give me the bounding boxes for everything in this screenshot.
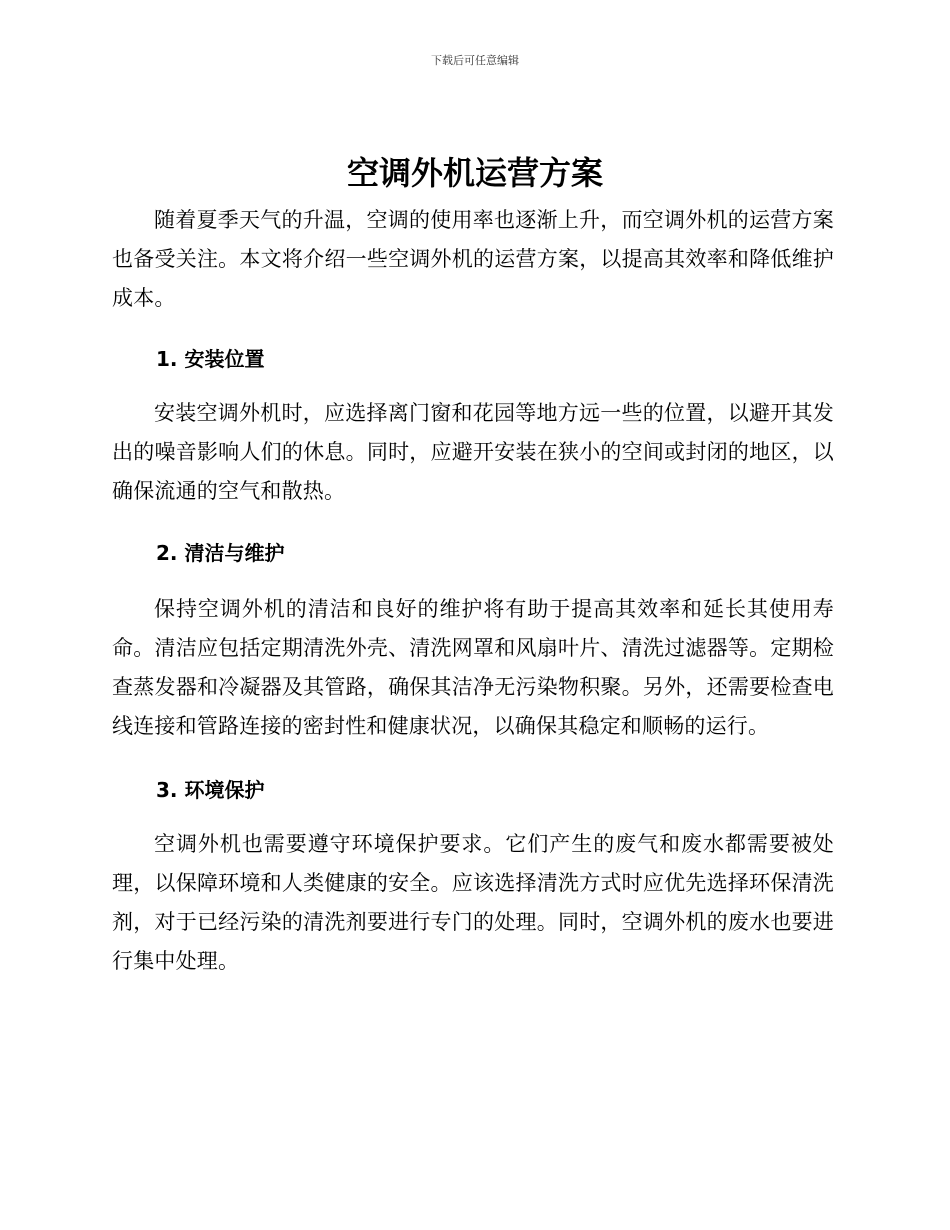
intro-paragraph: 随着夏季天气的升温，空调的使用率也逐渐上升，而空调外机的运营方案也备受关注。本文将介绍一些空调外机的运营方案，以提高其效率和降低维护成本。 [112, 208, 834, 310]
section-heading-cleaning: 2. 清洁与维护 [156, 541, 285, 565]
section-body-environment: 空调外机也需要遵守环境保护要求。它们产生的废气和废水都需要被处理，以保障环境和人类健康的安全。应该选择清洗方式时应优先选择环保清洗剂，对于已经污染的清洗剂要进行专门的处理。同时，空调外机的废水也要进行集中处理。 [112, 832, 834, 973]
section-body-installation: 安装空调外机时，应选择离门窗和花园等地方远一些的位置，以避开其发出的噪音影响人们的休息。同时，应避开安装在狭小的空间或封闭的地区，以确保流通的空气和散热。 [112, 401, 834, 503]
section-heading-installation: 1. 安装位置 [156, 347, 265, 371]
document-title: 空调外机运营方案 [346, 154, 603, 192]
section-heading-environment: 3. 环境保护 [156, 778, 265, 802]
section-body-cleaning: 保持空调外机的清洁和良好的维护将有助于提高其效率和延长其使用寿命。清洁应包括定期清洗外壳、清洗网罩和风扇叶片、清洗过滤器等。定期检查蒸发器和冷凝器及其管路，确保其洁净无污染物积聚。另外，还需要检查电线连接和管路连接的密封性和健康状况，以确保其稳定和顺畅的运行。 [112, 597, 834, 738]
page-header-note: 下载后可任意编辑 [431, 54, 519, 67]
